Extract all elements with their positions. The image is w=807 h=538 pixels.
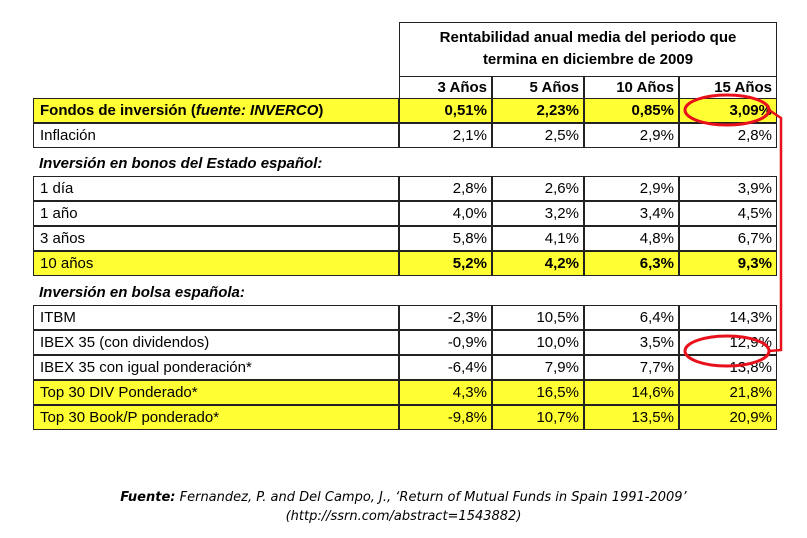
source-label: Fuente:: [120, 490, 176, 505]
value-cell: 12,9%: [679, 330, 777, 355]
header-title-line2: termina en diciembre de 2009: [482, 51, 694, 68]
row-label: 1 año: [33, 201, 399, 226]
value-cell: 4,1%: [492, 226, 584, 251]
value-cell: 6,4%: [584, 305, 679, 330]
value-cell: 7,9%: [492, 355, 584, 380]
source-citation: [0, 488, 807, 526]
year-header-10: 10 Años: [584, 76, 679, 98]
year-header-15: 15 Años: [679, 76, 777, 98]
table-row-top30-book: [33, 405, 777, 430]
value-cell: 9,3%: [679, 251, 777, 276]
value-cell: 5,2%: [399, 251, 492, 276]
value-cell: 10,0%: [492, 330, 584, 355]
table-row-1-ano: [33, 201, 777, 226]
value-cell: 4,2%: [492, 251, 584, 276]
value-cell: 14,3%: [679, 305, 777, 330]
value-cell: 4,3%: [399, 380, 492, 405]
section-heading-sec-bonos: Inversión en bonos del Estado español:: [39, 155, 323, 172]
section-heading-sec-bolsa: Inversión en bolsa española:: [39, 284, 245, 301]
value-cell: 4,0%: [399, 201, 492, 226]
row-label-post: ): [318, 102, 324, 119]
value-cell: 2,9%: [584, 176, 679, 201]
value-cell: 6,7%: [679, 226, 777, 251]
value-cell: 2,9%: [584, 123, 679, 148]
value-cell: 7,7%: [584, 355, 679, 380]
table-row-1-dia: [33, 176, 777, 201]
source-text: Fernandez, P. and Del Campo, J., ‘Return of Mutual Funds in Spain 1991-2009’: [179, 490, 687, 505]
table-row-inflacion: [33, 123, 777, 148]
row-label: 1 día: [33, 176, 399, 201]
value-cell: 2,5%: [492, 123, 584, 148]
value-cell: 6,3%: [584, 251, 679, 276]
row-label-pre: Fondos de inversión (: [40, 102, 196, 119]
value-cell: 14,6%: [584, 380, 679, 405]
value-cell: 16,5%: [492, 380, 584, 405]
value-cell: 2,23%: [492, 98, 584, 123]
row-label: Top 30 DIV Ponderado*: [33, 380, 399, 405]
value-cell: 4,5%: [679, 201, 777, 226]
year-header-5: 5 Años: [492, 76, 584, 98]
table-row-top30-div: [33, 380, 777, 405]
row-label-source: fuente: INVERCO: [195, 102, 319, 119]
table-row-itbm: [33, 305, 777, 330]
row-label: Top 30 Book/P ponderado*: [33, 405, 399, 430]
table-header-title: [399, 22, 777, 76]
value-cell: 13,8%: [679, 355, 777, 380]
row-label: IBEX 35 con igual ponderación*: [33, 355, 399, 380]
row-label: 3 años: [33, 226, 399, 251]
row-label: [33, 98, 399, 123]
table-row-3-anos: [33, 226, 777, 251]
value-cell: -9,8%: [399, 405, 492, 430]
value-cell: 21,8%: [679, 380, 777, 405]
returns-table: [33, 22, 777, 460]
table-row-ibex35-div: [33, 330, 777, 355]
year-header-3: 3 Años: [399, 76, 492, 98]
table-row-ibex35-igual: [33, 355, 777, 380]
row-label: Inflación: [33, 123, 399, 148]
row-label: ITBM: [33, 305, 399, 330]
value-cell: 2,6%: [492, 176, 584, 201]
value-cell: 3,09%: [679, 98, 777, 123]
row-label: IBEX 35 (con dividendos): [33, 330, 399, 355]
value-cell: -6,4%: [399, 355, 492, 380]
value-cell: 3,5%: [584, 330, 679, 355]
table-row-fondos: [33, 98, 777, 123]
value-cell: 10,7%: [492, 405, 584, 430]
value-cell: -0,9%: [399, 330, 492, 355]
header-title-line1: Rentabilidad anual media del periodo que: [439, 29, 737, 46]
value-cell: -2,3%: [399, 305, 492, 330]
table-row-10-anos: [33, 251, 777, 276]
value-cell: 10,5%: [492, 305, 584, 330]
value-cell: 3,9%: [679, 176, 777, 201]
source-link: (http://ssrn.com/abstract=1543882): [285, 509, 522, 524]
row-label: 10 años: [33, 251, 399, 276]
value-cell: 20,9%: [679, 405, 777, 430]
value-cell: 2,8%: [399, 176, 492, 201]
value-cell: 2,8%: [679, 123, 777, 148]
value-cell: 2,1%: [399, 123, 492, 148]
value-cell: 0,85%: [584, 98, 679, 123]
value-cell: 0,51%: [399, 98, 492, 123]
value-cell: 3,2%: [492, 201, 584, 226]
value-cell: 3,4%: [584, 201, 679, 226]
value-cell: 5,8%: [399, 226, 492, 251]
value-cell: 13,5%: [584, 405, 679, 430]
value-cell: 4,8%: [584, 226, 679, 251]
